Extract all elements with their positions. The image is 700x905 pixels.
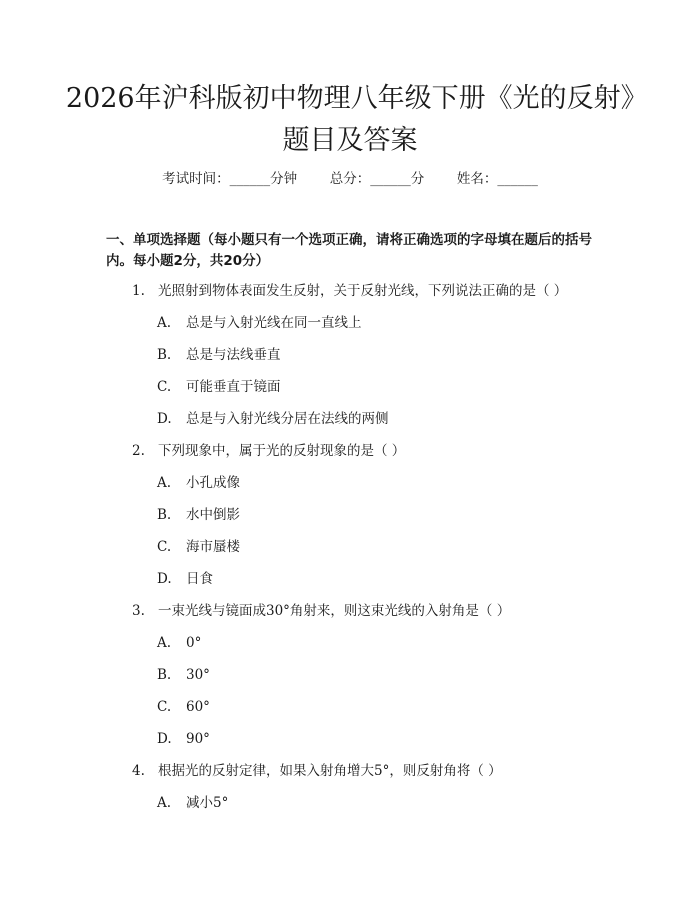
option-text: 60° [186, 699, 210, 715]
document-title: 2026年沪科版初中物理八年级下册《光的反射》题目及答案 [65, 83, 635, 156]
option-letter: B. [157, 347, 172, 363]
section-heading: 一、单项选择题（每小题只有一个选项正确，请将正确选项的字母填在题后的括号内。每小题2分，共20分） [106, 232, 592, 269]
question-1-option-d [157, 410, 389, 428]
exam-time-label: 考试时间：______分钟 [162, 171, 298, 187]
option-text: 可能垂直于镜面 [186, 379, 281, 395]
question-3-option-a [157, 634, 201, 652]
option-letter: D. [157, 411, 172, 427]
name-label: 姓名：______ [456, 171, 538, 187]
option-text: 减小5° [186, 795, 229, 811]
total-score-label: 总分：______分 [329, 171, 425, 187]
question-number: 1. [132, 283, 145, 299]
option-text: 90° [186, 731, 210, 747]
question-text: 光照射到物体表面发生反射，关于反射光线，下列说法正确的是（ ） [158, 283, 568, 299]
option-text: 总是与法线垂直 [186, 347, 281, 363]
option-letter: A. [157, 635, 172, 651]
question-number: 4. [132, 763, 145, 779]
option-text: 30° [186, 667, 210, 683]
option-letter: D. [157, 731, 172, 747]
option-letter: C. [157, 699, 172, 715]
question-text: 下列现象中，属于光的反射现象的是（ ） [158, 443, 406, 459]
question-3-option-c [157, 698, 210, 716]
option-text: 日食 [186, 571, 213, 587]
question-3-option-d [157, 730, 210, 748]
exam-info-line [0, 170, 700, 188]
option-letter: C. [157, 539, 172, 555]
option-letter: B. [157, 507, 172, 523]
option-letter: C. [157, 379, 172, 395]
question-text: 一束光线与镜面成30°角射来，则这束光线的入射角是（ ） [158, 603, 511, 619]
question-2-option-c [157, 538, 240, 556]
question-number: 2. [132, 443, 145, 459]
question-text: 根据光的反射定律，如果入射角增大5°，则反射角将（ ） [158, 763, 502, 779]
question-2-option-a [157, 474, 240, 492]
question-4-option-a [157, 794, 228, 812]
option-letter: A. [157, 475, 172, 491]
question-1-option-c [157, 378, 281, 396]
option-letter: B. [157, 667, 172, 683]
question-number: 3. [132, 603, 145, 619]
option-text: 小孔成像 [186, 475, 240, 491]
option-text: 0° [186, 635, 202, 651]
option-text: 水中倒影 [186, 507, 240, 523]
option-letter: D. [157, 571, 172, 587]
option-text: 总是与入射光线在同一直线上 [186, 315, 362, 331]
question-1-option-b [157, 346, 281, 364]
option-letter: A. [157, 315, 172, 331]
question-3-option-b [157, 666, 210, 684]
question-4 [132, 762, 502, 780]
question-1-option-a [157, 314, 362, 332]
question-3 [132, 602, 510, 620]
option-text: 海市蜃楼 [186, 539, 240, 555]
question-1 [132, 282, 567, 300]
question-2 [132, 442, 405, 460]
option-letter: A. [157, 795, 172, 811]
question-2-option-b [157, 506, 240, 524]
question-2-option-d [157, 570, 213, 588]
option-text: 总是与入射光线分居在法线的两侧 [186, 411, 389, 427]
